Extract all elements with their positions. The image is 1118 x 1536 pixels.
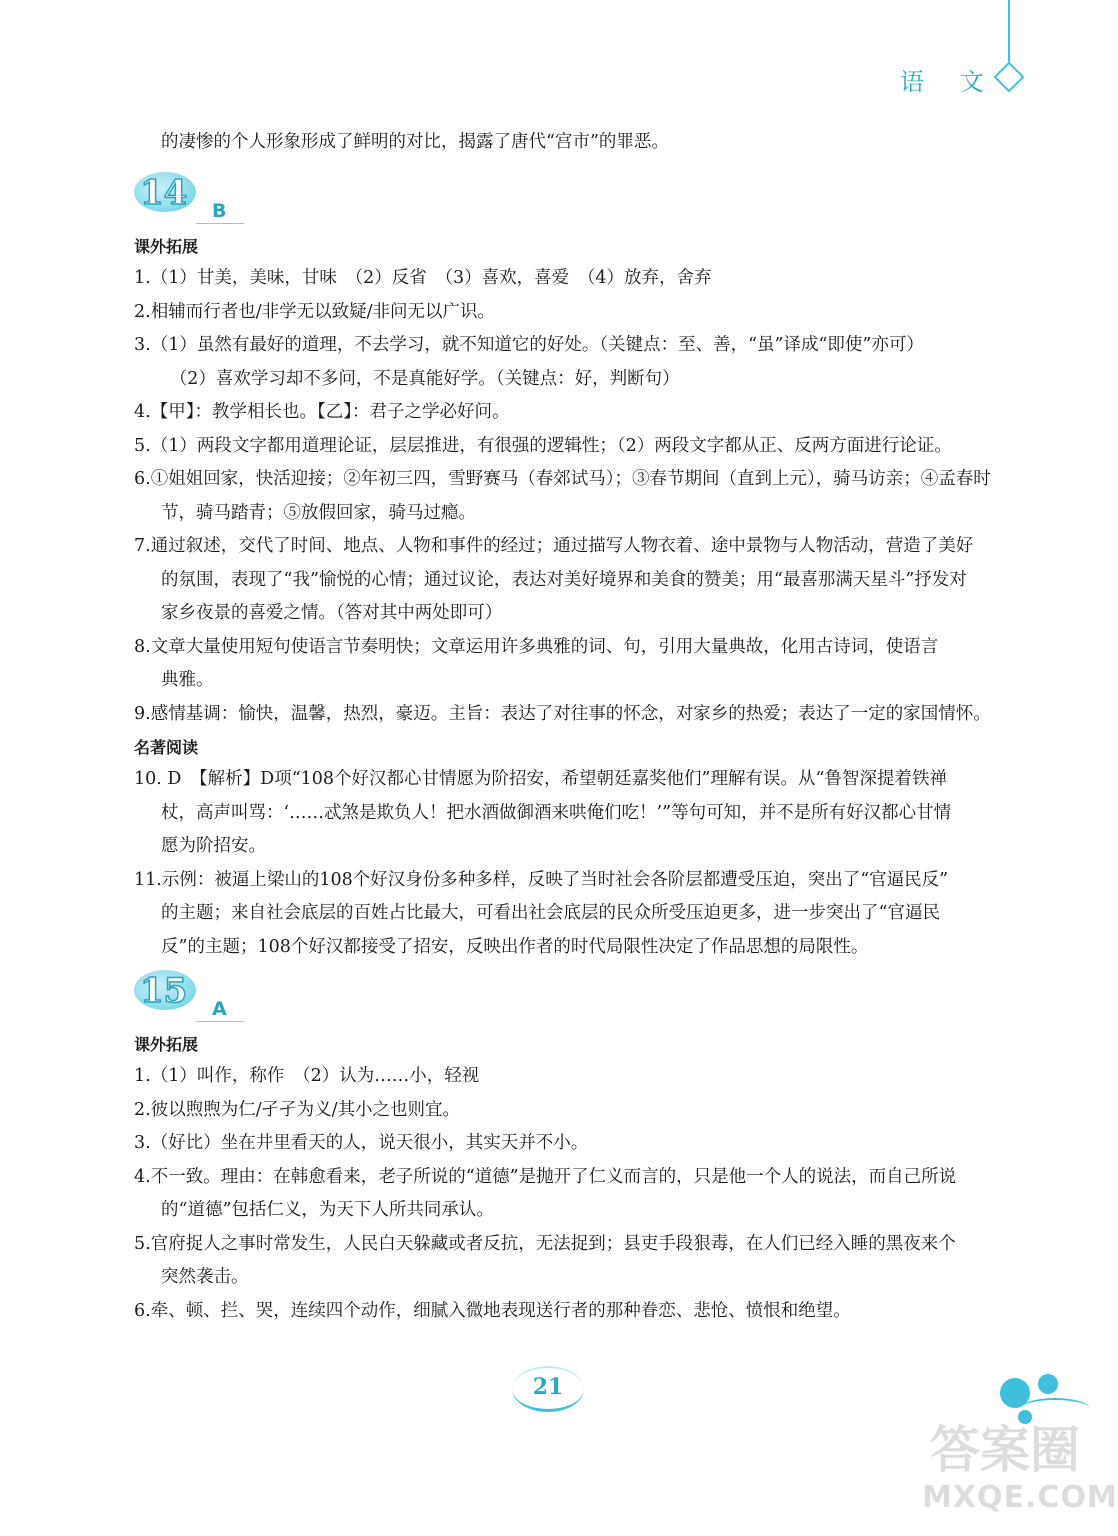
watermark-line1: 答案圈 — [930, 1421, 1080, 1479]
section-number: 15 — [140, 971, 188, 1011]
section-underline — [196, 223, 244, 224]
intro-line: 的凄惨的个人形象形成了鲜明的对比，揭露了唐代“宫市”的罪恶。 — [161, 132, 669, 152]
answer-item-continuation: 反”的主题；108个好汉都接受了招安，反映出作者的时代局限性决定了作品思想的局限性。 — [161, 936, 869, 957]
answer-item-continuation: 节，骑马踏青；⑤放假回家，骑马过瘾。 — [161, 502, 476, 523]
answer-item: 5.（1）两段文字都用道理论证，层层推进，有很强的逻辑性；（2）两段文字都从正、反两方面进行论证。 — [134, 435, 952, 456]
answer-item: 4.不一致。理由：在韩愈看来，老子所说的“道德”是抛开了仁义而言的，只是他一个人的说法，而自己所说 — [134, 1166, 957, 1187]
section-level-letter: B — [212, 200, 227, 222]
answer-item: 7.通过叙述，交代了时间、地点、人物和事件的经过；通过描写人物衣着、途中景物与人物活动，营造了美好 — [134, 536, 974, 556]
subject-title: 语 文 — [900, 68, 998, 96]
answer-item-continuation: 典雅。 — [161, 670, 214, 690]
answer-item-continuation: 愿为阶招安。 — [161, 836, 266, 856]
header-vertical-line — [1008, 0, 1010, 62]
answer-item-continuation: 杖，高声叫骂：‘……忒煞是欺负人！把水酒做御酒来哄俺们吃！’”等句可知，并不是所有好汉都心甘情 — [161, 802, 952, 823]
section-number-badge — [134, 172, 200, 214]
answer-item: 9.感情基调：愉快，温馨，热烈，豪迈。主旨：表达了对往事的怀念，对家乡的热爱；表达了一定的家国情怀。 — [134, 703, 991, 724]
header-diamond-icon — [993, 61, 1024, 92]
page-number: 21 — [532, 1374, 564, 1400]
answer-item-continuation: 的主题；来自社会底层的百姓占比最大，可看出社会底层的民众所受压迫更多，进一步突出了“官逼民 — [161, 903, 940, 923]
section-level-letter: A — [212, 998, 227, 1020]
answer-item: 5.官府捉人之事时常发生，人民白天躲藏或者反抗，无法捉到；县吏手段狠毒，在人们已经入睡的黑夜来个 — [134, 1233, 956, 1254]
answer-item: 1.（1）甘美，美味，甘味 （2）反省 （3）喜欢，喜爱 （4）放弃，舍弃 — [134, 268, 712, 288]
answer-item: 10. D 【解析】D项“108个好汉都心甘情愿为阶招安，希望朝廷嘉奖他们”理解有误。从“鲁智深提着铁禅 — [134, 769, 947, 789]
answer-item: 6.①姐姐回家，快活迎接；②年初三四，雪野赛马（春郊试马）；③春节期间（直到上元），骑马访亲；④孟春时 — [134, 469, 991, 489]
section-heading: 名著阅读 — [134, 738, 199, 757]
page-number-badge — [512, 1366, 586, 1414]
answer-item: 3.（好比）坐在井里看天的人，说天很小，其实天并不小。 — [134, 1133, 589, 1153]
answer-item: 3.（1）虽然有最好的道理，不去学习，就不知道它的好处。（关键点：至、善，“虽”译成“即使”亦可） — [134, 335, 924, 355]
watermark-line2: MXQE.COM — [922, 1480, 1118, 1515]
answer-item-continuation: 的氛围，表现了“我”愉悦的心情；通过议论，表达对美好境界和美食的赞美；用“最喜那满天星斗”抒发对 — [161, 569, 967, 590]
answer-item: 2.彼以煦煦为仁/孑孑为义/其小之也则宜。 — [134, 1099, 460, 1120]
answer-item: 4.【甲】：教学相长也。【乙】：君子之学必好问。 — [134, 402, 510, 422]
answer-item-continuation: 突然袭击。 — [161, 1267, 249, 1287]
answer-item-continuation: （2）喜欢学习却不多问，不是真能好学。（关键点：好，判断句） — [161, 368, 680, 389]
section-heading: 课外拓展 — [134, 237, 199, 256]
answer-item: 2.相辅而行者也/非学无以致疑/非问无以广识。 — [134, 301, 495, 322]
section-number-badge — [134, 970, 200, 1012]
section-number: 14 — [140, 173, 188, 213]
section-heading: 课外拓展 — [134, 1035, 199, 1054]
section-underline — [196, 1021, 244, 1022]
answer-item: 8.文章大量使用短句使语言节奏明快；文章运用许多典雅的词、句，引用大量典故，化用古诗词，使语言 — [134, 636, 939, 657]
answer-item: 1.（1）叫作，称作 （2）认为……小，轻视 — [134, 1066, 480, 1086]
answer-item-continuation: 家乡夜景的喜爱之情。（答对其中两处即可） — [161, 603, 503, 623]
answer-item: 6.牵、顿、拦、哭，连续四个动作，细腻入微地表现送行者的那种眷恋、悲怆、愤恨和绝望。 — [134, 1300, 851, 1321]
answer-item-continuation: 的“道德”包括仁义，为天下人所共同承认。 — [161, 1200, 494, 1220]
answer-item: 11.示例：被逼上梁山的108个好汉身份多种多样，反映了当时社会各阶层都遭受压迫，突出了“官逼民反” — [134, 869, 949, 890]
watermark-logo — [922, 1410, 1118, 1530]
